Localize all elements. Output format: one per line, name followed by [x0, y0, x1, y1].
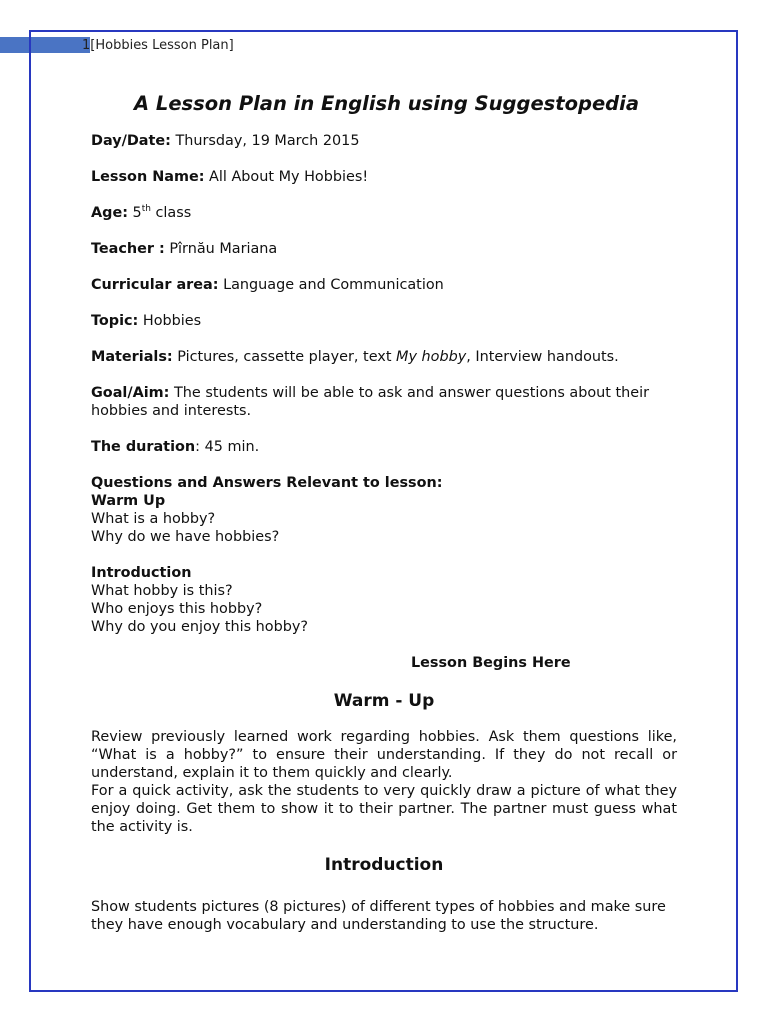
field-goal: [91, 384, 677, 420]
qa-heading: Questions and Answers Relevant to lesson:: [91, 475, 443, 491]
field-topic-label: Topic:: [91, 313, 139, 329]
field-date: [91, 132, 677, 150]
field-age-label: Age:: [91, 205, 128, 221]
field-goal-label: Goal/Aim:: [91, 385, 170, 401]
field-materials-italic: My hobby: [396, 349, 467, 365]
warm-up-paragraph: Review previously learned work regarding hobbies. Ask them questions like, “What is a hobby?” to ensure their understanding. If they do not recall or understand, explain it to them quickly and clearly.: [91, 729, 677, 781]
field-age-value-post: class: [150, 205, 192, 221]
field-age: [91, 204, 677, 222]
introduction-paragraph: Show students pictures (8 pictures) of different types of hobbies and make sure they have enough vocabulary and understanding to use the structure.: [91, 899, 666, 933]
document-title: A Lesson Plan in English using Suggestopedia: [134, 92, 639, 115]
field-materials: [91, 348, 677, 366]
qa-intro-label: Introduction: [91, 565, 192, 581]
field-teacher-value: Pîrnău Mariana: [164, 241, 278, 257]
qa-warm-up-question: What is a hobby?: [91, 511, 216, 527]
field-lesson-name-label: Lesson Name:: [91, 169, 205, 185]
field-date-value: Thursday, 19 March 2015: [170, 133, 360, 149]
field-teacher: [91, 240, 677, 258]
field-duration-value: : 45 min.: [195, 439, 260, 455]
field-topic-value: Hobbies: [138, 313, 202, 329]
qa-warm-up-question: Why do we have hobbies?: [91, 529, 280, 545]
field-duration-label: The duration: [91, 439, 196, 455]
field-curricular-area: [91, 276, 677, 294]
field-teacher-label: Teacher :: [91, 241, 165, 257]
field-lesson-name-value: All About My Hobbies!: [204, 169, 369, 185]
field-materials-value-post: , Interview handouts.: [466, 349, 619, 365]
field-topic: [91, 312, 677, 330]
field-materials-label: Materials:: [91, 349, 173, 365]
warm-up-heading: Warm - Up: [333, 691, 435, 711]
lesson-begins-label: Lesson Begins Here: [411, 655, 571, 671]
qa-intro-question: Who enjoys this hobby?: [91, 601, 263, 617]
field-goal-value: The students will be able to ask and answer questions about their hobbies and interests.: [91, 385, 650, 419]
field-age-value: 5: [127, 205, 142, 221]
warm-up-paragraph: For a quick activity, ask the students to very quickly draw a picture of what they enjoy doing. Get them to show it to their partner. The partner must guess what the activity is.: [91, 783, 677, 835]
field-curricular-value: Language and Communication: [218, 277, 444, 293]
field-age-sup: th: [141, 204, 151, 215]
field-date-label: Day/Date:: [91, 133, 171, 149]
qa-intro-question: What hobby is this?: [91, 583, 233, 599]
field-duration: [91, 438, 677, 456]
field-lesson-name: [91, 168, 677, 186]
qa-intro-question: Why do you enjoy this hobby?: [91, 619, 309, 635]
introduction-heading: Introduction: [324, 855, 444, 875]
running-head: 1[Hobbies Lesson Plan]: [82, 38, 234, 53]
qa-warm-up-label: Warm Up: [91, 493, 166, 509]
document-body: [91, 92, 677, 934]
field-materials-value: Pictures, cassette player, text: [172, 349, 397, 365]
field-curricular-label: Curricular area:: [91, 277, 219, 293]
